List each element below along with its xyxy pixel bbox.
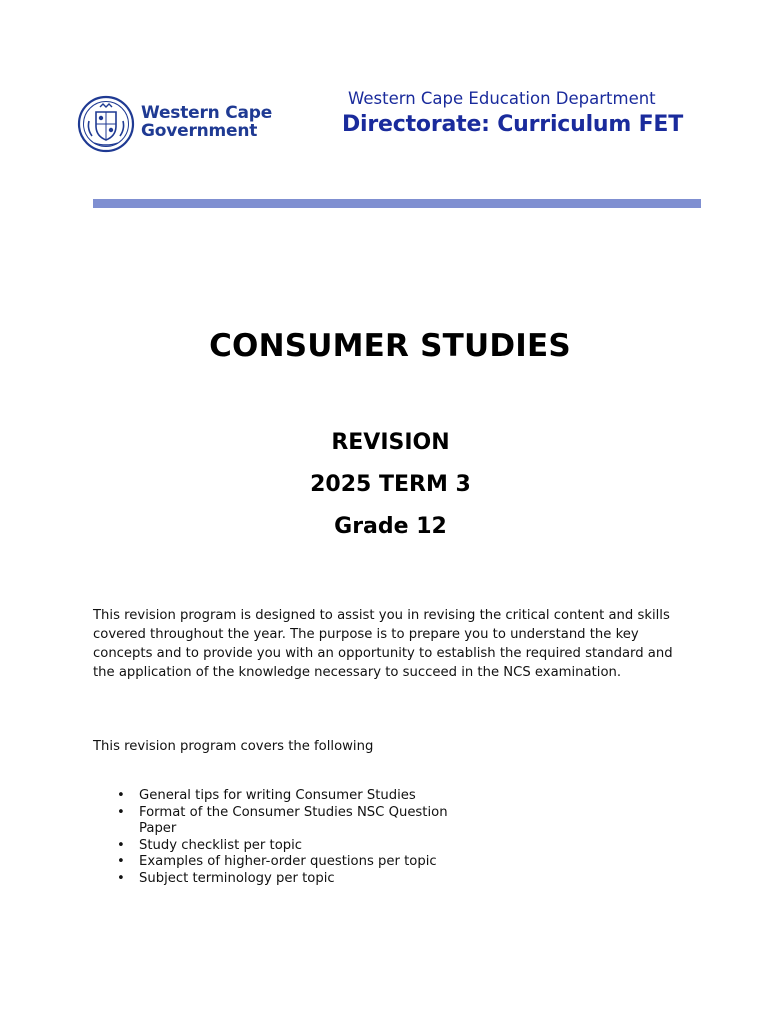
coat-of-arms-icon bbox=[77, 95, 135, 153]
header-divider bbox=[93, 199, 701, 208]
list-item-text: General tips for writing Consumer Studies bbox=[139, 788, 416, 803]
logo-line-2: Government bbox=[141, 121, 258, 141]
covers-intro: This revision program covers the following bbox=[93, 739, 374, 754]
list-item bbox=[117, 871, 477, 888]
department-name: Western Cape Education Department bbox=[348, 89, 656, 108]
bullet-icon: • bbox=[117, 804, 125, 820]
list-item-text: Study checklist per topic bbox=[139, 837, 303, 853]
topics-list bbox=[117, 788, 477, 887]
intro-paragraph: This revision program is designed to assist you in revising the critical content and skills covered throughout the year. The purpose is to prepare you to understand the key concepts and to provide you with an opportunity to establish the required standard and the application of the knowledge necessary to succeed in the NCS examination. bbox=[93, 608, 673, 680]
document-header bbox=[0, 0, 768, 200]
bullet-icon: • bbox=[117, 854, 125, 869]
logo-wordmark bbox=[141, 104, 272, 140]
subtitle-grade: Grade 12 bbox=[334, 514, 447, 539]
bullet-icon: • bbox=[117, 870, 125, 886]
bullet-icon: • bbox=[117, 837, 125, 853]
directorate-name: Directorate: Curriculum FET bbox=[342, 112, 684, 137]
page-title: CONSUMER STUDIES bbox=[209, 328, 571, 364]
subtitle-term: 2025 TERM 3 bbox=[310, 472, 471, 497]
bullet-icon: • bbox=[117, 788, 125, 803]
list-item-text: Examples of higher-order questions per topic bbox=[139, 854, 437, 869]
list-item bbox=[117, 788, 477, 805]
list-item-text: Subject terminology per topic bbox=[139, 870, 335, 886]
western-cape-government-logo bbox=[77, 95, 297, 155]
list-item bbox=[117, 838, 477, 855]
list-item bbox=[117, 805, 477, 838]
subtitle-revision: REVISION bbox=[331, 430, 450, 455]
logo-line-1: Western Cape bbox=[141, 103, 273, 123]
list-item-text: Format of the Consumer Studies NSC Question Paper bbox=[139, 804, 448, 836]
list-item bbox=[117, 854, 477, 871]
